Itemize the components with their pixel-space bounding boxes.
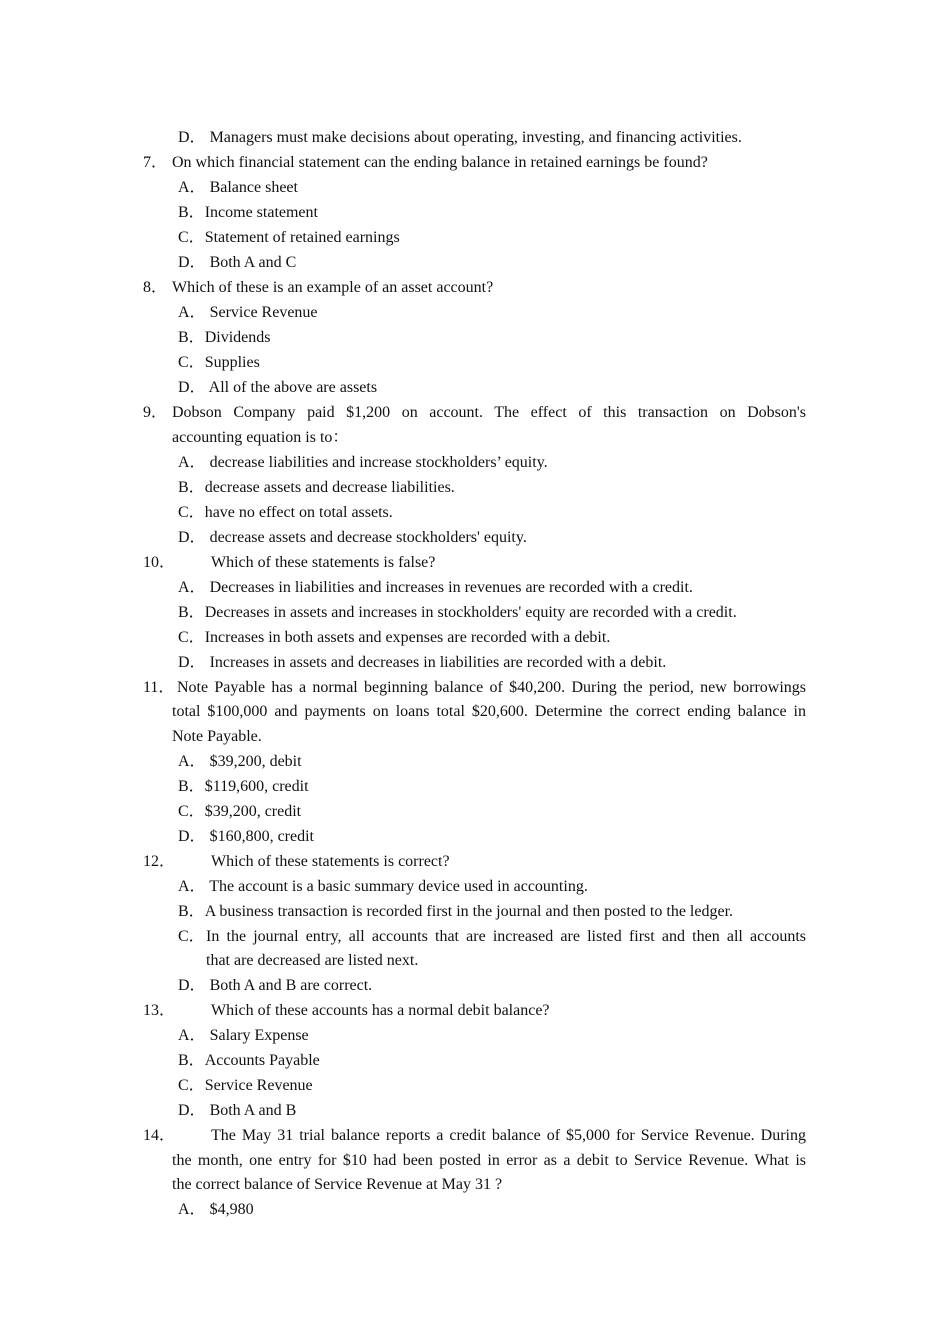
- option-text: The account is a basic summary device used in accounting.: [205, 878, 588, 895]
- question-number-13: 13．: [143, 1002, 176, 1019]
- option-c-q7: [178, 225, 400, 250]
- question-14-text-line1: The May 31 trial balance reports a credit balance of $5,000 for Service Revenue. During: [211, 1127, 806, 1144]
- option-text: Accounts Payable: [204, 1052, 320, 1069]
- option-text: $119,600, credit: [204, 778, 309, 795]
- question-number-9: 9．: [143, 404, 168, 421]
- question-12-text: Which of these statements is correct?: [211, 853, 450, 870]
- option-text: Both A and C: [205, 254, 297, 271]
- option-letter: C．: [178, 803, 205, 820]
- option-letter: A．: [178, 304, 206, 321]
- option-text: Income statement: [204, 204, 318, 221]
- option-text: Service Revenue: [205, 304, 318, 321]
- option-d-q13: [178, 1098, 296, 1123]
- question-8-text: Which of these is an example of an asset account?: [172, 279, 494, 296]
- option-letter: A．: [178, 454, 206, 471]
- option-text: decrease liabilities and increase stockholders’ equity.: [205, 454, 548, 471]
- option-text: have no effect on total assets.: [204, 504, 393, 521]
- question-11-text-line3: Note Payable.: [172, 728, 262, 745]
- option-d-q11: [178, 824, 314, 849]
- question-number-14: 14．: [143, 1127, 176, 1144]
- option-letter: D．: [178, 129, 206, 146]
- option-text: $160,800, credit: [205, 828, 314, 845]
- option-text: Both A and B are correct.: [205, 977, 373, 994]
- question-14-text-line2: the month, one entry for $10 had been posted in error as a debit to Service Revenue. What is: [172, 1152, 806, 1169]
- option-letter: B．: [178, 604, 205, 621]
- option-text: Dividends: [204, 329, 271, 346]
- question-10-text: Which of these statements is false?: [211, 554, 436, 571]
- option-letter: B．: [178, 778, 205, 795]
- option-a-q8: [178, 300, 318, 325]
- option-c-q9: [178, 500, 393, 525]
- option-text: All of the above are assets: [205, 379, 378, 396]
- option-letter: C．: [178, 1077, 205, 1094]
- question-9-text-line2: accounting equation is to：: [172, 429, 349, 446]
- question-number-10: 10．: [143, 554, 176, 571]
- question-11-text-line2: total $100,000 and payments on loans total $20,600. Determine the correct ending balance in: [172, 703, 806, 720]
- question-9-text-line1: Dobson Company paid $1,200 on account. The effect of this transaction on Dobson's: [172, 404, 806, 421]
- option-letter: B．: [178, 903, 205, 920]
- option-letter: C．: [178, 354, 205, 371]
- option-letter: B．: [178, 204, 205, 221]
- option-c-q10: [178, 625, 610, 650]
- option-letter: D．: [178, 828, 206, 845]
- question-14-text-line3: the correct balance of Service Revenue at May 31 ?: [172, 1176, 503, 1193]
- option-d-q12: [178, 973, 372, 998]
- option-d-q7: [178, 250, 296, 275]
- option-text: Salary Expense: [205, 1027, 309, 1044]
- option-a-q14: [178, 1197, 254, 1222]
- option-text: Supplies: [204, 354, 260, 371]
- question-number-8: 8．: [143, 279, 168, 296]
- option-text: Increases in assets and decreases in liabilities are recorded with a debit.: [205, 654, 667, 671]
- option-text: $4,980: [205, 1201, 254, 1218]
- option-letter: A．: [178, 878, 206, 895]
- option-b-q7: [178, 200, 318, 225]
- option-text: $39,200, debit: [205, 753, 302, 770]
- option-text: Service Revenue: [204, 1077, 313, 1094]
- option-letter: D．: [178, 1102, 206, 1119]
- option-c-q11: [178, 799, 301, 824]
- option-b-q11: [178, 774, 309, 799]
- option-letter: B．: [178, 479, 205, 496]
- question-number-12: 12．: [143, 853, 176, 870]
- question-7-text: On which financial statement can the ending balance in retained earnings be found?: [172, 154, 708, 171]
- option-d-q9: [178, 525, 527, 550]
- question-number-11: 11．: [143, 679, 175, 696]
- option-text: Managers must make decisions about operating, investing, and financing activities.: [205, 129, 742, 146]
- option-text: A business transaction is recorded first in the journal and then posted to the ledger.: [204, 903, 734, 920]
- option-d-q10: [178, 650, 666, 675]
- option-text: decrease assets and decrease stockholders' equity.: [205, 529, 527, 546]
- question-13-text: Which of these accounts has a normal debit balance?: [211, 1002, 550, 1019]
- option-letter: D．: [178, 254, 206, 271]
- option-b-q10: [178, 600, 737, 625]
- option-b-q8: [178, 325, 270, 350]
- option-letter: A．: [178, 579, 206, 596]
- option-a-q11: [178, 749, 302, 774]
- option-a-q13: [178, 1023, 309, 1048]
- option-text: Increases in both assets and expenses are recorded with a debit.: [204, 629, 611, 646]
- option-letter: D．: [178, 977, 206, 994]
- option-c-q13: [178, 1073, 313, 1098]
- question-11-text-line1: Note Payable has a normal beginning balance of $40,200. During the period, new borrowings: [177, 679, 806, 696]
- option-text: Decreases in liabilities and increases in revenues are recorded with a credit.: [205, 579, 693, 596]
- option-letter: C．: [178, 629, 205, 646]
- option-letter: D．: [178, 379, 206, 396]
- option-text: Both A and B: [205, 1102, 297, 1119]
- option-letter: C．: [178, 504, 205, 521]
- option-letter: A．: [178, 1201, 206, 1218]
- option-text: $39,200, credit: [204, 803, 302, 820]
- option-a-q7: [178, 175, 298, 200]
- option-a-q10: [178, 575, 693, 600]
- option-d-q6: [178, 125, 742, 150]
- option-b-q9: [178, 475, 455, 500]
- option-b-q13: [178, 1048, 320, 1073]
- option-a-q12: [178, 874, 588, 899]
- option-letter: A．: [178, 179, 206, 196]
- option-c-q8: [178, 350, 260, 375]
- option-c-q12-letter: C．: [178, 928, 205, 945]
- option-text: Decreases in assets and increases in stockholders' equity are recorded with a credit.: [204, 604, 737, 621]
- option-text: Balance sheet: [205, 179, 298, 196]
- option-a-q9: [178, 450, 548, 475]
- option-letter: A．: [178, 1027, 206, 1044]
- option-letter: B．: [178, 1052, 205, 1069]
- option-b-q12: [178, 899, 733, 924]
- option-letter: A．: [178, 753, 206, 770]
- option-letter: D．: [178, 529, 206, 546]
- option-letter: C．: [178, 229, 205, 246]
- option-letter: D．: [178, 654, 206, 671]
- option-c-q12-text: In the journal entry, all accounts that are increased are listed first and then all accounts: [206, 928, 806, 945]
- option-text: decrease assets and decrease liabilities.: [204, 479, 455, 496]
- option-c-q12-text-cont: that are decreased are listed next.: [206, 952, 419, 969]
- option-text: Statement of retained earnings: [204, 229, 400, 246]
- option-d-q8: [178, 375, 377, 400]
- option-letter: B．: [178, 329, 205, 346]
- question-number-7: 7．: [143, 154, 168, 171]
